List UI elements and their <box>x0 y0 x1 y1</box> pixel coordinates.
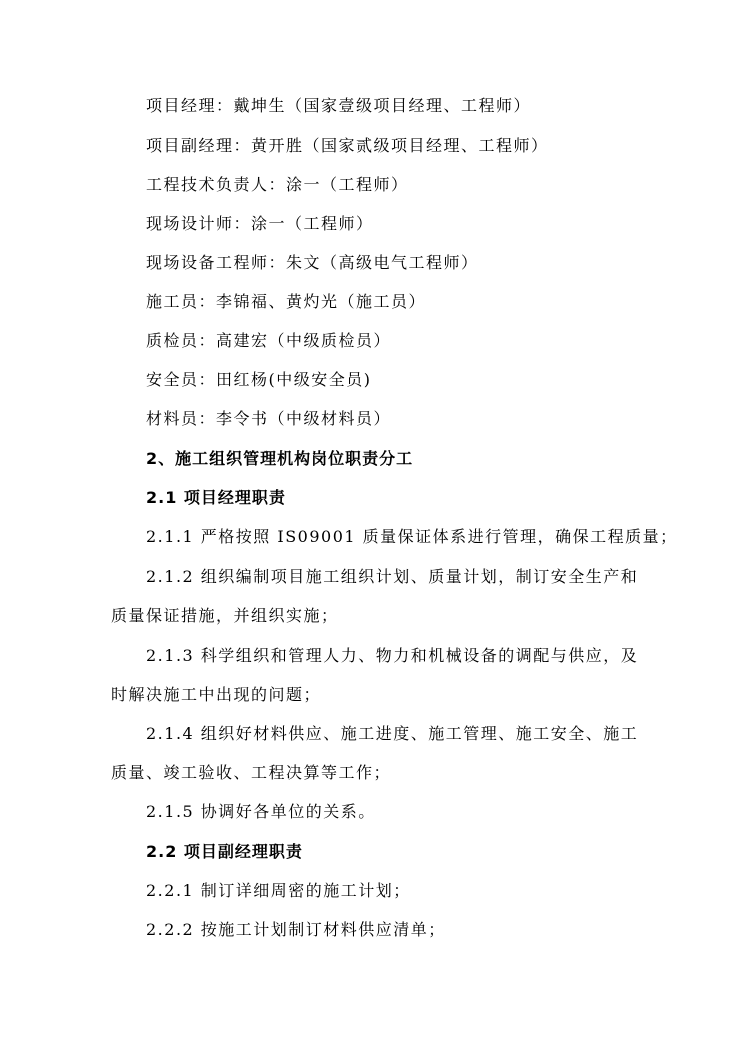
paragraph-line: 2.1.1 严格按照 IS09001 质量保证体系进行管理，确保工程质量； <box>146 527 678 546</box>
paragraph-continuation: 质量、竣工验收、工程决算等工作； <box>111 763 392 782</box>
paragraph-line: 2.1.4 组织好材料供应、施工进度、施工管理、施工安全、施工 <box>146 724 639 743</box>
paragraph-line: 2.1.3 科学组织和管理人力、物力和机械设备的调配与供应，及 <box>146 646 639 665</box>
staff-line-safety-officer: 安全员：田红杨(中级安全员) <box>146 370 372 389</box>
section-heading: 2、施工组织管理机构岗位职责分工 <box>146 449 414 468</box>
paragraph-line: 2.1.2 组织编制项目施工组织计划、质量计划，制订安全生产和 <box>146 567 639 586</box>
paragraph-line: 2.2.2 按施工计划制订材料供应清单； <box>146 920 446 939</box>
staff-line-construction-staff: 施工员：李锦福、黄灼光（施工员） <box>146 292 427 311</box>
paragraph-line: 2.2.1 制订详细周密的施工计划； <box>146 881 411 900</box>
paragraph-continuation: 质量保证措施，并组织实施； <box>111 606 339 625</box>
staff-line-material-officer: 材料员：李令书（中级材料员） <box>146 409 392 428</box>
staff-line-site-designer: 现场设计师：涂一（工程师） <box>146 214 374 233</box>
staff-line-equipment-engineer: 现场设备工程师：朱文（高级电气工程师） <box>146 253 479 272</box>
subsection-heading: 2.1 项目经理职责 <box>146 488 286 507</box>
staff-line-quality-inspector: 质检员：高建宏（中级质检员） <box>146 331 392 350</box>
staff-line-technical-lead: 工程技术负责人：涂一（工程师） <box>146 175 409 194</box>
subsection-heading: 2.2 项目副经理职责 <box>146 842 303 861</box>
staff-line-deputy-manager: 项目副经理：黄开胜（国家贰级项目经理、工程师） <box>146 136 549 155</box>
paragraph-continuation: 时解决施工中出现的问题； <box>111 685 322 704</box>
paragraph-line: 2.1.5 协调好各单位的关系。 <box>146 802 376 821</box>
staff-line-project-manager: 项目经理：戴坤生（国家壹级项目经理、工程师） <box>146 96 532 115</box>
